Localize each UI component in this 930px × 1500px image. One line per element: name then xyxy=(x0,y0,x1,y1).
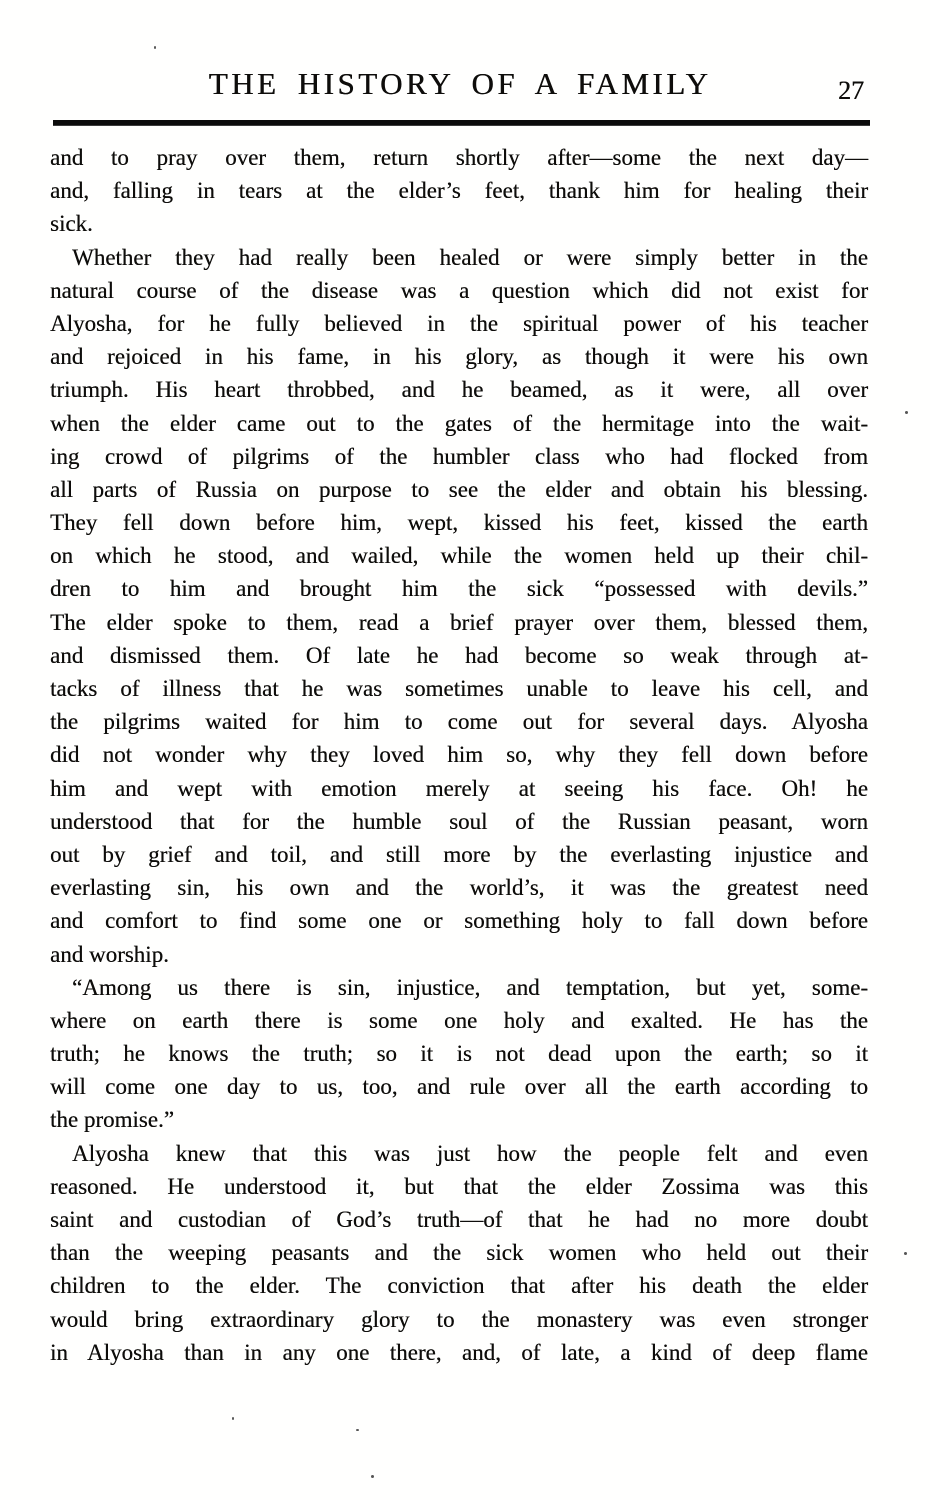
header-rule xyxy=(53,120,870,125)
text-line: on which he stood, and wailed, while the women held up their chil- xyxy=(50,543,868,569)
text-line: all parts of Russia on purpose to see the elder and obtain his blessing. xyxy=(50,476,868,502)
text-line: and worship. xyxy=(50,941,169,967)
text-line: Alyosha knew that this was just how the people felt and even xyxy=(72,1140,868,1166)
scan-speck xyxy=(356,1429,359,1431)
text-line: triumph. His heart throbbed, and he beamed, as it were, all over xyxy=(50,377,868,403)
text-line: Whether they had really been healed or were simply better in the xyxy=(72,244,868,270)
running-title: THE HISTORY OF A FAMILY xyxy=(208,66,712,101)
text-line: sick. xyxy=(50,211,93,237)
text-line: the pilgrims waited for him to come out for several days. Alyosha xyxy=(50,709,868,735)
text-line: and comfort to find some one or something holy to fall down before xyxy=(50,908,868,934)
text-line: out by grief and toil, and still more by the everlasting injustice and xyxy=(50,841,868,867)
text-line: the promise.” xyxy=(50,1107,174,1133)
body-text xyxy=(50,141,868,1369)
text-line: “Among us there is sin, injustice, and temptation, but yet, some- xyxy=(72,974,868,1000)
text-line: Alyosha, for he fully believed in the spiritual power of his teacher xyxy=(50,310,868,336)
text-line: him and wept with emotion merely at seeing his face. Oh! he xyxy=(50,775,868,801)
scan-speck xyxy=(154,46,156,49)
text-line: where on earth there is some one holy and exalted. He has the xyxy=(50,1007,868,1033)
text-line: and to pray over them, return shortly after—some the next day— xyxy=(50,145,868,170)
text-line: did not wonder why they loved him so, why they fell down before xyxy=(50,742,868,768)
text-line: natural course of the disease was a question which did not exist for xyxy=(50,277,868,303)
scan-speck xyxy=(905,411,908,414)
text-line: than the weeping peasants and the sick women who held out their xyxy=(50,1240,868,1266)
text-line: and dismissed them. Of late he had become so weak through at- xyxy=(50,642,868,668)
text-line: and rejoiced in his fame, in his glory, as though it were his own xyxy=(50,344,868,370)
scan-speck xyxy=(904,1252,907,1255)
text-line: dren to him and brought him the sick “possessed with devils.” xyxy=(50,576,868,602)
text-line: ing crowd of pilgrims of the humbler class who had flocked from xyxy=(50,443,868,469)
text-line: understood that for the humble soul of the Russian peasant, worn xyxy=(50,808,868,834)
text-line: in Alyosha than in any one there, and, of late, a kind of deep flame xyxy=(50,1339,868,1365)
text-line: truth; he knows the truth; so it is not dead upon the earth; so it xyxy=(50,1041,868,1067)
scan-speck xyxy=(232,1417,234,1420)
text-line: would bring extraordinary glory to the monastery was even stronger xyxy=(50,1306,868,1332)
text-line: will come one day to us, too, and rule over all the earth according to xyxy=(50,1074,868,1100)
text-line: reasoned. He understood it, but that the elder Zossima was this xyxy=(50,1173,868,1199)
text-line: They fell down before him, wept, kissed his feet, kissed the earth xyxy=(50,510,868,536)
text-line: The elder spoke to them, read a brief prayer over them, blessed them, xyxy=(50,609,868,635)
text-line: children to the elder. The conviction that after his death the elder xyxy=(50,1273,868,1299)
page-header xyxy=(50,66,870,114)
text-line: tacks of illness that he was sometimes unable to leave his cell, and xyxy=(50,676,868,701)
text-line: and, falling in tears at the elder’s feet, thank him for healing their xyxy=(50,178,868,204)
text-line: everlasting sin, his own and the world’s, it was the greatest need xyxy=(50,875,868,901)
page-number: 27 xyxy=(838,76,864,105)
text-line: saint and custodian of God’s truth—of that he had no more doubt xyxy=(50,1207,868,1232)
text-line: when the elder came out to the gates of the hermitage into the wait- xyxy=(50,410,868,436)
scan-speck xyxy=(371,1475,374,1478)
